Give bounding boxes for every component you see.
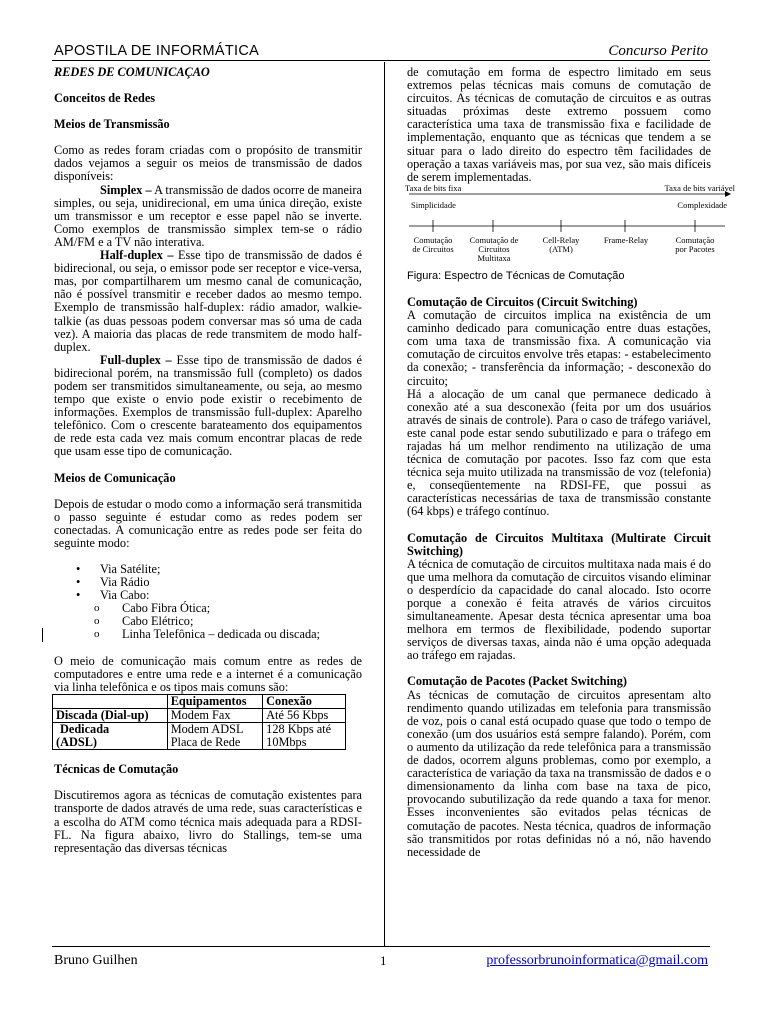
heading-packet-switching: Comutação de Pacotes (Packet Switching): [407, 674, 627, 689]
label-complexity: Complexidade: [677, 199, 727, 210]
email-link[interactable]: professorbrunoinformatica@gmail.com: [486, 953, 708, 968]
label-frame-relay: Frame-Relay: [603, 234, 649, 245]
paragraph-simplex: Simplex – A transmissão de dados ocorre de maneira simples, ou seja, unidirecional, em uma única direção, existe um transmissor e um receptor e esse papel não se inverte. Como exemplos de transmissão simplex tem-se o rádio AM/FM e a TV não interativa.: [54, 182, 362, 249]
paragraph-circuit-1: A comutação de circuitos implica na existência de um caminho dedicado para comunicação entre duas estações, com uma taxa de transmissão fixa. A comunicação via comutação de circuitos envolve três etapas: - estabelecimento da conexão; - transferência da informação; - desconexão do circuito;: [407, 308, 711, 388]
list-item: o Linha Telefônica – dedicada ou discada;: [94, 628, 362, 641]
table-row: Dedicada (ADSL) Modem ADSL Placa de Rede 128 Kbps até 10Mbps: [53, 723, 346, 750]
paragraph-continuation: de comutação em forma de espectro limitado em seus extremos pelas técnicas mais comuns de comutação de circuitos. As técnicas de comutação de circuitos e as outras situadas próximas deste extremo possuem como característica uma taxa de transmissão fixa e facilidade de implementação, enquanto que as técnicas que tendem a se situar para o lado direito do espectro têm facilidades de operação a taxas variáveis mas, por sua vez, são mais difíceis de serem implementadas.: [407, 65, 711, 184]
paragraph-packet: As técnicas de comutação de circuitos apresentam alto rendimento quando utilizadas em telefonia para transmissão de voz, pois o canal está ocupado quase que todo o tempo de conexão (um dos usuários está sempre falando). Porém, com o aumento da utilização da rede telefônica para a transmissão de dados, ocorrem alguns problemas, como por exemplo, a característica de variação da taxa na transmissão de dados e o dimensionamento da linha com base na taxa de pico, provocando subutilização da rede quando a taxa for menor. Esses inconvenientes são evitados pelas técnicas de comutação de pacotes. Nesta técnica, quadros de informação são transmitidos por rotas definidas nó a nó, não havendo necessidade de: [407, 687, 711, 859]
heading-multirate: Comutação de Circuitos Multitaxa (Multirate Circuit Switching): [407, 530, 711, 558]
heading-meios-comunicacao: Meios de Comunicação: [54, 470, 176, 485]
text-cursor: [42, 628, 43, 642]
list-item: • Via Rádio: [76, 576, 362, 589]
label-circuit: Comutação de Circuitos: [412, 234, 454, 254]
heading-meios-transmissao: Meios de Transmissão: [54, 117, 170, 132]
page-header: [52, 42, 710, 61]
table-row: Discada (Dial-up) Modem Fax Até 56 Kbps: [53, 708, 346, 722]
footer-author: Bruno Guilhen: [54, 953, 138, 968]
label-fixed-rate: Taxa de bits fixa: [405, 182, 462, 193]
heading-circuit-switching: Comutação de Circuitos (Circuit Switching): [407, 294, 638, 309]
list-item: o Cabo Elétrico;: [94, 615, 362, 628]
paragraph-half-duplex: Half-duplex – Esse tipo de transmissão de dados é bidirecional, ou seja, o emissor pode ser receptor e vice-versa, mas, por compartilharem um mesmo canal de comunicação, não é possível transmitir e receber dados ao mesmo tempo. Exemplo de transmissão half-duplex: rádio amador, walkie-talkie (as duas pessoas podem conversar mas só uma de cada vez). A maioria das placas de rede transmitem de modo half-duplex.: [54, 248, 362, 354]
heading-tecnicas: Técnicas de Comutação: [54, 762, 179, 777]
paragraph-meios-comunicacao: Depois de estudar o modo como a informação será transmitida o passo seguinte é estudar como as redes podem ser conectadas. A comunicação entre as redes pode ser feita do seguinte modo:: [54, 496, 362, 550]
sub-bullet-list: [54, 602, 362, 641]
doc-title: REDES DE COMUNICAÇAO: [54, 65, 210, 79]
list-item: • Via Cabo:: [76, 589, 362, 602]
header-subtitle: Concurso Perito: [608, 43, 708, 59]
page-number: 1: [380, 953, 387, 968]
paragraph-circuit-2: Há a alocação de um canal que permanece dedicado à conexão até a sua desconexão (feita por um dos usuários através de sinais de controle). Para o caso de tráfego variável, este canal pode estar sendo subutilizado e para o tráfego em rajadas há um melhor rendimento na utilização de uma técnica de comutação por pacotes. Isso faz com que esta técnica seja muito utilizada na transmissão de voz (telefonia) e, conseqüentemente na RDSI-FE, que possui as características necessárias de taxa de transmissão constante (64 kbps) e tráfego contínuo.: [407, 386, 711, 519]
heading-conceitos: Conceitos de Redes: [54, 91, 156, 106]
right-column: [405, 65, 735, 859]
spectrum-diagram: [403, 184, 743, 270]
paragraph-intro: Como as redes foram criadas com o propósito de transmitir dados vejamos a seguir os meios de transmissão de dados disponíveis:: [54, 143, 362, 184]
label-simplicity: Simplicidade: [411, 199, 456, 210]
bullet-list: [54, 563, 362, 602]
paragraph-full-duplex: Full-duplex – Esse tipo de transmissão de dados é bidirecional porém, na transmissão full (completo) os dados podem ser transmitidos simultaneamente, ou seja, ao mesmo tempo que existe o envio pode existir o recebimento de informações. Exemplos de transmissão full-duplex: Aparelho telefônico. Com o crescente barateamento dos equipamentos de rede esta cada vez mais comum encontrar placas de rede que usam esse tipo de comunicação.: [54, 352, 362, 459]
paragraph-multirate: A técnica de comutação de circuitos multitaxa nada mais é do que uma melhora da comutação de circuitos visando eliminar o desperdício da capacidade do canal alocado. Isto ocorre porque a conexão é feita através de vários circuitos simultaneamente. Apesar desta técnica apresentar uma boa melhora em termos de flexibilidade, podendo suportar serviços de diversas taxas, ainda não é uma opção adequada ao tráfego em rajadas.: [407, 556, 711, 663]
list-item: • Via Satélite;: [76, 563, 362, 576]
label-variable-rate: Taxa de bits variável: [664, 182, 735, 193]
label-packet: Comutação por Pacotes: [675, 234, 715, 254]
table-row: Equipamentos Conexão: [53, 694, 346, 708]
left-column: [54, 66, 362, 855]
column-divider: [384, 62, 385, 946]
paragraph-meio-comum: O meio de comunicação mais comum entre as redes de computadores e entre uma rede e a internet é a comunicação via linha telefônica e os tipos mais comuns são:: [54, 653, 362, 694]
page-footer: [52, 946, 710, 968]
connection-table: [52, 694, 346, 750]
figure-caption: Figura: Espectro de Técnicas de Comutação: [407, 269, 625, 282]
label-multitaxa: Comutação de Circuitos Multitaxa: [469, 234, 519, 263]
paragraph-tecnicas: Discutiremos agora as técnicas de comutação existentes para transporte de dados através de uma rede, suas características e a escolha do ATM como técnica mais adequada para a RDSI-FL. Na figura abaixo, livro do Stallings, tem-se uma representação das diversas técnicas: [54, 788, 362, 855]
spectrum-figure: [403, 184, 743, 270]
header-title: APOSTILA DE INFORMÁTICA: [54, 43, 260, 59]
label-cell-relay: Cell-Relay (ATM): [542, 234, 580, 254]
list-item: o Cabo Fibra Ótica;: [94, 602, 362, 615]
